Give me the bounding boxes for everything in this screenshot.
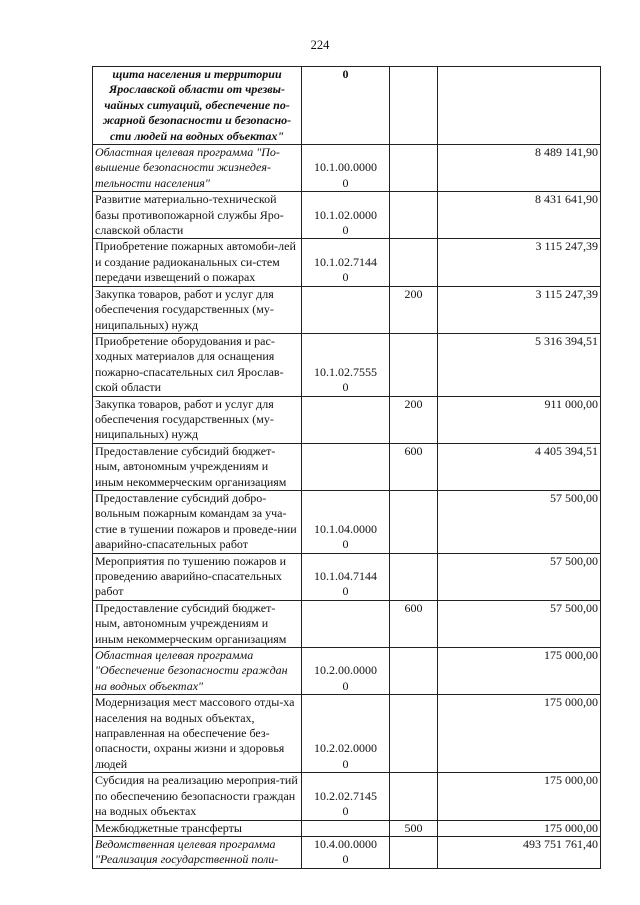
row-code-cell: [302, 695, 390, 773]
row-expense-type-cell: [390, 553, 438, 600]
row-sum-cell: 3 115 247,39: [438, 286, 601, 333]
budget-table-body: [93, 67, 601, 869]
row-name-cell: щита населения и территории Ярославской области от чрезвы-чайных ситуаций, обеспечение по-жарной безопасности и безопасно-сти людей на водных объектах": [93, 67, 302, 145]
table-row: [93, 67, 601, 145]
row-name-cell: Субсидия на реализацию мероприя-тий по обеспечению безопасности граждан на водных объектах: [93, 773, 302, 820]
row-code-line2: 0: [342, 270, 349, 285]
row-name-cell: Закупка товаров, работ и услуг для обеспечения государственных (му-ниципальных) нужд: [93, 396, 302, 443]
row-code-cell: [302, 286, 390, 333]
row-expense-type-cell: 600: [390, 600, 438, 647]
row-sum-cell: 493 751 761,40: [438, 836, 601, 868]
row-sum-cell: 8 431 641,90: [438, 192, 601, 239]
row-name-cell: Предоставление субсидий бюджет-ным, автономным учреждениям и иным некоммерческим организациям: [93, 443, 302, 490]
row-code-cell: [302, 396, 390, 443]
table-row: [93, 490, 601, 553]
row-name-cell: Приобретение оборудования и рас-ходных материалов для оснащения пожарно-спасательных сил Ярослав-ской области: [93, 333, 302, 396]
row-code-cell: [302, 820, 390, 836]
row-code-line1: 0: [342, 67, 349, 81]
row-expense-type-cell: [390, 836, 438, 868]
row-name-cell: Предоставление субсидий бюджет-ным, автономным учреждениям и иным некоммерческим организациям: [93, 600, 302, 647]
row-code-line2: 0: [342, 175, 349, 190]
table-row: [93, 333, 601, 396]
row-name-cell: Областная целевая программа "По-вышение безопасности жизнедея-тельности населения": [93, 145, 302, 192]
row-expense-type-cell: 500: [390, 820, 438, 836]
row-code-line1: 10.2.02.7145: [314, 788, 377, 803]
row-sum-cell: 911 000,00: [438, 396, 601, 443]
row-code-line1: 10.2.02.0000: [314, 741, 377, 756]
table-row: [93, 145, 601, 192]
table-row: [93, 443, 601, 490]
table-row: [93, 820, 601, 836]
row-name-cell: Ведомственная целевая программа "Реализация государственной поли-: [93, 836, 302, 868]
table-row: [93, 773, 601, 820]
table-row: [93, 192, 601, 239]
row-code-line1: 10.2.00.0000: [314, 663, 377, 678]
row-name-cell: Предоставление субсидий добро-вольным пожарным командам за уча-стие в тушении пожаров и проведе-нии аварийно-спасательных работ: [93, 490, 302, 553]
row-expense-type-cell: [390, 145, 438, 192]
row-code-line1: 10.1.02.7555: [314, 364, 377, 379]
row-sum-cell: 175 000,00: [438, 820, 601, 836]
table-row: [93, 648, 601, 695]
table-row: [93, 836, 601, 868]
row-name-cell: Областная целевая программа "Обеспечение безопасности граждан на водных объектах": [93, 648, 302, 695]
row-code-cell: [302, 553, 390, 600]
row-code-line2: 0: [342, 756, 349, 771]
row-code-cell: [302, 67, 390, 145]
row-name-cell: Мероприятия по тушению пожаров и проведению аварийно-спасательных работ: [93, 553, 302, 600]
row-code-line1: 10.1.02.0000: [314, 207, 377, 222]
row-sum-cell: 175 000,00: [438, 648, 601, 695]
row-code-line2: 0: [342, 223, 349, 238]
table-row: [93, 286, 601, 333]
row-code-cell: [302, 443, 390, 490]
row-code-line1: 10.1.04.7144: [314, 569, 377, 583]
row-name-cell: Приобретение пожарных автомоби-лей и создание радиоканальных си-стем передачи извещений о пожарах: [93, 239, 302, 286]
row-code-cell: [302, 192, 390, 239]
row-expense-type-cell: [390, 773, 438, 820]
row-code-line1: 10.1.04.0000: [314, 521, 377, 536]
table-row: [93, 239, 601, 286]
row-code-line1: 10.1.02.7144: [314, 254, 377, 269]
table-row: [93, 396, 601, 443]
row-name-cell: Развитие материально-технической базы противопожарной службы Яро-славской области: [93, 192, 302, 239]
row-code-cell: [302, 600, 390, 647]
row-expense-type-cell: [390, 333, 438, 396]
table-row: [93, 695, 601, 773]
row-name-cell: Закупка товаров, работ и услуг для обеспечения государственных (му-ниципальных) нужд: [93, 286, 302, 333]
row-code-line2: 0: [342, 678, 349, 693]
row-code-line2: 0: [342, 380, 349, 395]
row-expense-type-cell: [390, 239, 438, 286]
table-row: [93, 600, 601, 647]
row-expense-type-cell: [390, 192, 438, 239]
row-name-cell: Межбюджетные трансферты: [93, 820, 302, 836]
row-expense-type-cell: [390, 695, 438, 773]
budget-table: [92, 66, 601, 869]
row-expense-type-cell: 200: [390, 396, 438, 443]
row-expense-type-cell: 200: [390, 286, 438, 333]
row-sum-cell: 5 316 394,51: [438, 333, 601, 396]
row-code-cell: [302, 648, 390, 695]
row-sum-cell: 57 500,00: [438, 600, 601, 647]
row-sum-cell: 175 000,00: [438, 773, 601, 820]
row-expense-type-cell: [390, 67, 438, 145]
row-name-cell: Модернизация мест массового отды-ха населения на водных объектах, направленная на обеспечение без-опасности, охраны жизни и здоровья людей: [93, 695, 302, 773]
row-code-line2: 0: [342, 804, 349, 819]
row-code-line2: 0: [342, 537, 349, 552]
row-expense-type-cell: [390, 648, 438, 695]
row-code-line1: 10.4.00.0000: [314, 836, 377, 851]
row-sum-cell: 175 000,00: [438, 695, 601, 773]
row-code-cell: [302, 333, 390, 396]
row-code-line2: 0: [342, 852, 349, 867]
row-code-cell: [302, 145, 390, 192]
row-expense-type-cell: 600: [390, 443, 438, 490]
row-code-cell: [302, 773, 390, 820]
page-number: 224: [310, 38, 330, 52]
row-code-cell: [302, 836, 390, 868]
row-code-line1: 10.1.00.0000: [314, 160, 377, 175]
row-sum-cell: 3 115 247,39: [438, 239, 601, 286]
row-sum-cell: 57 500,00: [438, 490, 601, 553]
row-sum-cell: 4 405 394,51: [438, 443, 601, 490]
row-sum-cell: [438, 67, 601, 145]
row-code-cell: [302, 239, 390, 286]
table-row: [93, 553, 601, 600]
row-expense-type-cell: [390, 490, 438, 553]
row-code-cell: [302, 490, 390, 553]
row-code-line2: 0: [342, 584, 349, 599]
row-sum-cell: 57 500,00: [438, 553, 601, 600]
row-sum-cell: 8 489 141,90: [438, 145, 601, 192]
